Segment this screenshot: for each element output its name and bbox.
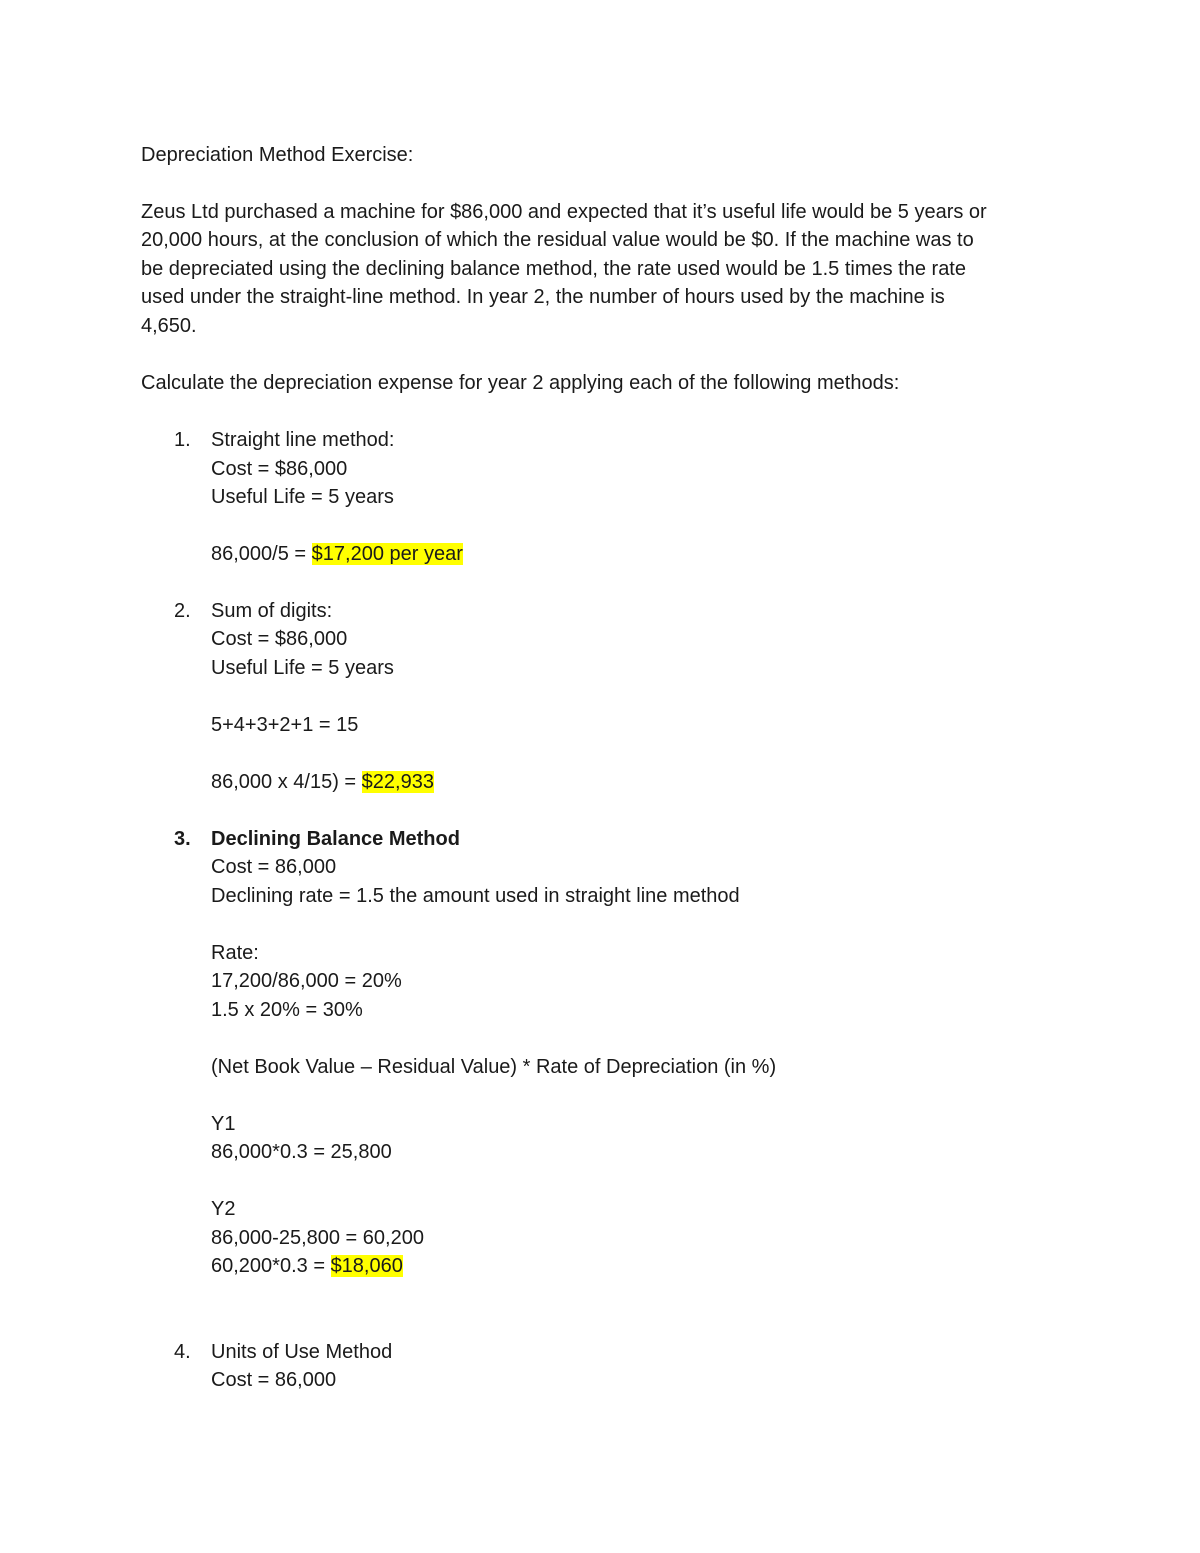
intro-line: used under the straight-line method. In year 2, the number of hours used by the machine is xyxy=(141,286,945,308)
cost-line: Cost = $86,000 xyxy=(211,628,348,650)
task-instruction: Calculate the depreciation expense for year 2 applying each of the following methods: xyxy=(141,372,900,394)
method-heading: Straight line method: xyxy=(211,429,395,451)
list-number: 2. xyxy=(174,600,191,622)
calculation-text: 86,000 x 4/15) = xyxy=(211,771,362,793)
calculation-line xyxy=(211,542,463,566)
cost-line: Cost = 86,000 xyxy=(211,1369,337,1391)
intro-line: 4,650. xyxy=(141,315,197,337)
formula-line: (Net Book Value – Residual Value) * Rate of Depreciation (in %) xyxy=(211,1056,777,1078)
list-number: 1. xyxy=(174,429,191,451)
highlighted-result: $22,933 xyxy=(361,771,434,793)
intro-line: 20,000 hours, at the conclusion of which the residual value would be $0. If the machine was to xyxy=(141,229,974,251)
rate-calculation: 1.5 x 20% = 30% xyxy=(211,999,363,1021)
intro-line: Zeus Ltd purchased a machine for $86,000 and expected that it’s useful life would be 5 years or xyxy=(141,201,987,223)
rate-calculation: 17,200/86,000 = 20% xyxy=(211,970,402,992)
year-label: Y2 xyxy=(211,1198,236,1220)
useful-life-line: Useful Life = 5 years xyxy=(211,486,394,508)
intro-line: be depreciated using the declining balance method, the rate used would be 1.5 times the rate xyxy=(141,258,966,280)
document-title: Depreciation Method Exercise: xyxy=(141,144,414,166)
method-heading: Sum of digits: xyxy=(211,600,333,622)
method-heading: Declining Balance Method xyxy=(211,828,460,850)
highlighted-result: $17,200 per year xyxy=(311,543,463,565)
rate-label: Rate: xyxy=(211,942,259,964)
calculation-line xyxy=(211,1254,403,1278)
digit-sum-line: 5+4+3+2+1 = 15 xyxy=(211,714,359,736)
calculation-text: 60,200*0.3 = xyxy=(211,1255,331,1277)
useful-life-line: Useful Life = 5 years xyxy=(211,657,394,679)
year-label: Y1 xyxy=(211,1113,236,1135)
cost-line: Cost = 86,000 xyxy=(211,856,337,878)
year-calculation: 86,000-25,800 = 60,200 xyxy=(211,1227,424,1249)
cost-line: Cost = $86,000 xyxy=(211,458,348,480)
highlighted-result: $18,060 xyxy=(330,1255,403,1277)
calculation-text: 86,000/5 = xyxy=(211,543,312,565)
year-calculation: 86,000*0.3 = 25,800 xyxy=(211,1141,392,1163)
list-number: 4. xyxy=(174,1341,191,1363)
list-number: 3. xyxy=(174,828,191,850)
method-heading: Units of Use Method xyxy=(211,1341,393,1363)
rate-description: Declining rate = 1.5 the amount used in straight line method xyxy=(211,885,740,907)
calculation-line xyxy=(211,770,434,794)
